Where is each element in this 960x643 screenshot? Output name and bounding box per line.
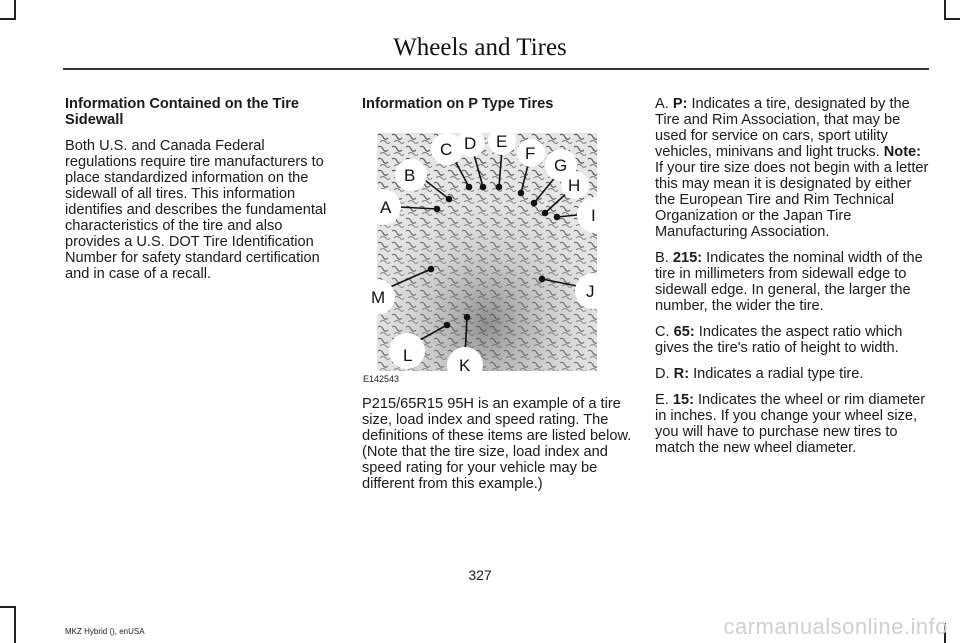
label-j: J (586, 282, 595, 301)
page-number: 327 (468, 567, 492, 583)
item-text: Indicates a tire, designated by the Tire and Rim Association, that may be used for service on cars, sport utility vehicles, minivans and light trucks. (655, 96, 910, 160)
label-b: B (404, 166, 416, 185)
item-letter: B. (655, 250, 669, 266)
label-d: D (464, 134, 477, 153)
label-a: A (380, 198, 392, 217)
definition-item (655, 250, 930, 314)
label-m: M (371, 288, 386, 307)
item-letter: E. (655, 392, 669, 408)
item-letter: A. (655, 96, 669, 112)
item-code: 215: (672, 250, 703, 266)
example-paragraph: P215/65R15 95H is an example of a tire size, load index and speed rating. The definitions of these items are listed below. (Note that the tire size, load index and speed rating for your vehicle may be different from this example.) (362, 396, 632, 492)
left-column (65, 96, 337, 292)
definition-item (655, 96, 930, 240)
crop-mark (0, 18, 16, 20)
crop-mark (0, 606, 16, 608)
label-i: I (591, 206, 596, 225)
label-g: G (554, 156, 568, 175)
item-letter: D. (655, 366, 670, 382)
item-text: Indicates a radial type tire. (689, 366, 864, 382)
note-label: Note: (883, 144, 922, 160)
label-l: L (403, 346, 413, 365)
document-id: MKZ Hybrid (), enUSA (65, 627, 145, 636)
middle-column (362, 96, 632, 122)
label-k: K (459, 356, 471, 375)
definition-item (655, 324, 930, 356)
item-text: Indicates the nominal width of the tire in millimeters from sidewall edge to sidewall edge. In general, the larger the number, the wider the tire. (655, 250, 923, 314)
label-f: F (525, 144, 536, 163)
item-text: Indicates the wheel or rim diameter in inches. If you change your wheel size, you will have to purchase new tires to match the new wheel diameter. (655, 392, 926, 456)
section-heading: Information Contained on the Tire Sidewall (65, 96, 300, 128)
item-code: R: (673, 366, 690, 382)
section-heading: Information on P Type Tires (362, 96, 554, 112)
crop-mark (14, 0, 16, 20)
callout-letters (371, 132, 597, 375)
tire-sidewall-figure (371, 132, 597, 375)
definition-item (655, 366, 930, 382)
note-text: If your tire size does not begin with a letter this may mean it is designated by either the European Tire and Rim Technical Organization or the Japan Tire Manufacturing Association. (655, 160, 929, 240)
crop-mark (14, 606, 16, 643)
definition-item (655, 392, 930, 456)
label-h: H (568, 176, 581, 195)
item-code: P: (672, 96, 688, 112)
watermark: carmanualsonline.info (723, 614, 948, 639)
body-paragraph: Both U.S. and Canada Federal regulations require tire manufacturers to place standardized information on the sidewall of all tires. This information identifies and describes the fundamental characteristics of the tire and also provides a U.S. DOT Tire Identification Number for safety standard certification and in case of a recall. (65, 138, 327, 282)
right-column (655, 96, 930, 466)
crop-mark (944, 0, 946, 20)
page-title: Wheels and Tires (393, 34, 567, 61)
label-c: C (440, 140, 453, 159)
header-divider (63, 68, 929, 70)
item-text: Indicates the aspect ratio which gives the tire's ratio of height to width. (655, 324, 903, 356)
item-letter: C. (655, 324, 670, 340)
item-code: 15: (672, 392, 694, 408)
figure-code: E142543 (363, 374, 400, 384)
label-e: E (496, 132, 508, 151)
item-code: 65: (673, 324, 695, 340)
crop-mark (944, 18, 960, 20)
